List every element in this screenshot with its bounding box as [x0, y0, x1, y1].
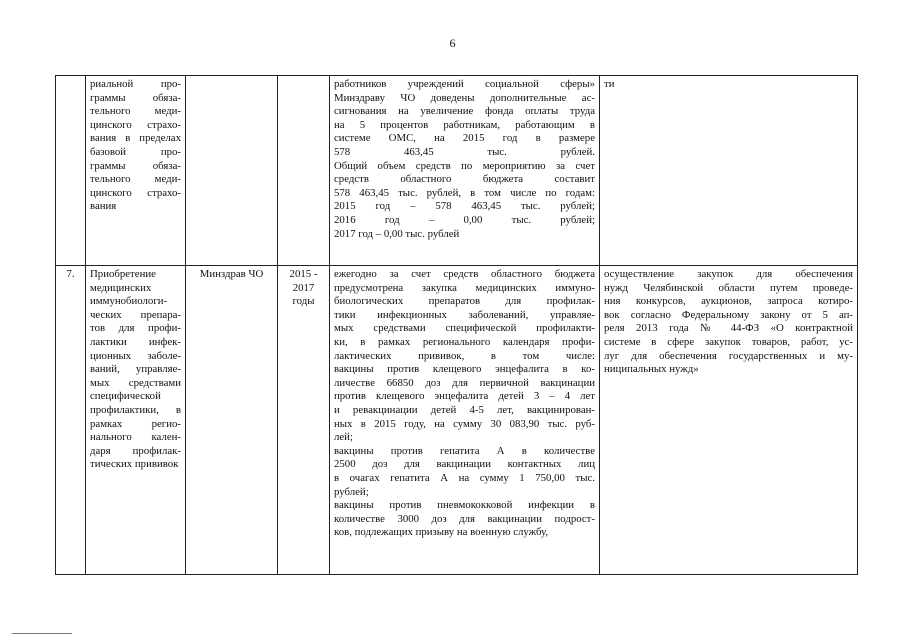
- text-line: мых средствами специфической профилакти-: [334, 322, 595, 335]
- text-line: профилактики, в: [90, 403, 181, 416]
- text-line: ков, подлежащих призыву на военную службу,: [334, 526, 549, 539]
- text-line: рамках регио-: [90, 417, 181, 430]
- text-line: вакцины против пневмококковой инфекции в: [334, 499, 595, 512]
- text-line: иммунобиологи-: [90, 295, 168, 308]
- text-line: 2015 -: [289, 268, 318, 280]
- text-line: ваний, управляе-: [90, 363, 181, 376]
- text-line: ния конкурсов, аукционов, запроса котиро-: [604, 295, 853, 308]
- description-cell: [330, 266, 600, 575]
- text-line: лей;: [334, 431, 353, 444]
- text-line: ческих препара-: [90, 308, 181, 321]
- text-line: лактических прививок, в том числе:: [334, 349, 595, 362]
- description-cell: [330, 76, 600, 266]
- row-number-cell: [56, 76, 86, 266]
- text-line: граммы обяза-: [90, 91, 181, 104]
- text-line: 2016 год – 0,00 тыс. рублей;: [334, 213, 595, 226]
- measures-table: [55, 75, 858, 575]
- text-line: риальной про-: [90, 78, 181, 90]
- text-line: цинского страхо-: [90, 186, 181, 199]
- text-line: вакцины против клещевого энцефалита в ко-: [334, 363, 595, 376]
- page-number: 6: [449, 36, 456, 50]
- text-line: реля 2013 года № 44-ФЗ «О контрактной: [604, 322, 853, 335]
- text-line: ти: [604, 78, 615, 90]
- text-line: мых средствами: [90, 376, 181, 389]
- text-line: 2017 год – 0,00 тыс. рублей: [334, 227, 460, 240]
- text-line: цинского страхо-: [90, 118, 181, 131]
- text-line: 2015 год – 578 463,45 тыс. рублей;: [334, 200, 595, 213]
- text-line: луг для обеспечения государственных и му-: [604, 349, 853, 362]
- text-line: средств областного бюджета составит: [334, 173, 595, 186]
- text-line: осуществление закупок для обеспечения: [604, 268, 853, 280]
- text-line: на 5 процентов работникам, работающим в: [334, 118, 595, 131]
- text-line: медицинских: [90, 281, 152, 294]
- executor-cell: Минздрав ЧО: [186, 266, 278, 575]
- text-line: работников учреждений социальной сферы»: [334, 78, 595, 90]
- text-line: граммы обяза-: [90, 159, 181, 172]
- text-line: ки, в рамках регионального календаря профи-: [334, 335, 595, 348]
- term-cell: [278, 266, 330, 575]
- footer-rule: [12, 633, 72, 634]
- executor-cell: [186, 76, 278, 266]
- text-line: тических прививок: [90, 458, 179, 471]
- table-row: [56, 266, 858, 575]
- text-line: вания в пределах: [90, 132, 181, 145]
- text-line: количестве 3000 доз для вакцинации подрост-: [334, 512, 595, 525]
- text-line: в очагах гепатита А на сумму 1 750,00 тыс.: [334, 471, 595, 484]
- text-line: вакцины против гепатита А в количестве: [334, 444, 595, 457]
- text-line: системе ОМС, на 2015 год в размере: [334, 132, 595, 145]
- result-cell: [600, 76, 858, 266]
- text-line: ниципальных нужд»: [604, 363, 699, 376]
- text-line: тельного меди-: [90, 173, 181, 186]
- text-line: рублей;: [334, 485, 369, 498]
- text-line: Приобретение: [90, 268, 156, 280]
- text-line: 578 463,45 тыс. рублей, в том числе по годам:: [334, 186, 595, 199]
- text-line: 2500 доз для вакцинации контактных лиц: [334, 458, 595, 471]
- text-line: сигнования на увеличение фонда оплаты труда: [334, 105, 595, 118]
- row-number-cell: 7.: [56, 266, 86, 575]
- text-line: и ревакцинации детей 4-5 лет, вакцинирован-: [334, 403, 595, 416]
- term-cell: [278, 76, 330, 266]
- text-line: Минздраву ЧО доведены дополнительные ас-: [334, 91, 595, 104]
- text-line: против клещевого энцефалита детей 3 – 4 лет: [334, 390, 595, 403]
- text-line: тельного меди-: [90, 105, 181, 118]
- text-line: предусмотрена закупка медицинских иммуно-: [334, 281, 595, 294]
- result-cell: [600, 266, 858, 575]
- text-line: ежегодно за счет средств областного бюджета: [334, 268, 595, 280]
- text-line: тики инфекционных заболеваний, управляе-: [334, 308, 595, 321]
- text-line: нужд Челябинской области путем проведе-: [604, 281, 853, 294]
- text-line: нального кален-: [90, 431, 181, 444]
- text-line: лактики инфек-: [90, 335, 181, 348]
- text-line: ных в 2015 году, на сумму 30 083,90 тыс. руб-: [334, 417, 595, 430]
- text-line: 2017: [292, 281, 315, 294]
- text-line: специфической: [90, 390, 161, 403]
- measure-name-cell: [86, 266, 186, 575]
- text-line: вок согласно Федеральному закону от 5 ап-: [604, 308, 853, 321]
- text-line: Общий объем средств по мероприятию за счет: [334, 159, 595, 172]
- text-line: даря профилак-: [90, 444, 181, 457]
- text-line: 578 463,45 тыс. рублей.: [334, 145, 595, 158]
- text-line: системе в сфере закупок товаров, работ, ус-: [604, 335, 853, 348]
- text-line: тов для профи-: [90, 322, 181, 335]
- text-line: биологических препаратов для профилак-: [334, 295, 595, 308]
- text-line: годы: [292, 295, 315, 308]
- measure-name-cell: [86, 76, 186, 266]
- text-line: вания: [90, 200, 117, 213]
- text-line: ционных заболе-: [90, 349, 181, 362]
- text-line: личестве 66850 доз для первичной вакцинации: [334, 376, 595, 389]
- table-row: [56, 76, 858, 266]
- text-line: базовой про-: [90, 145, 181, 158]
